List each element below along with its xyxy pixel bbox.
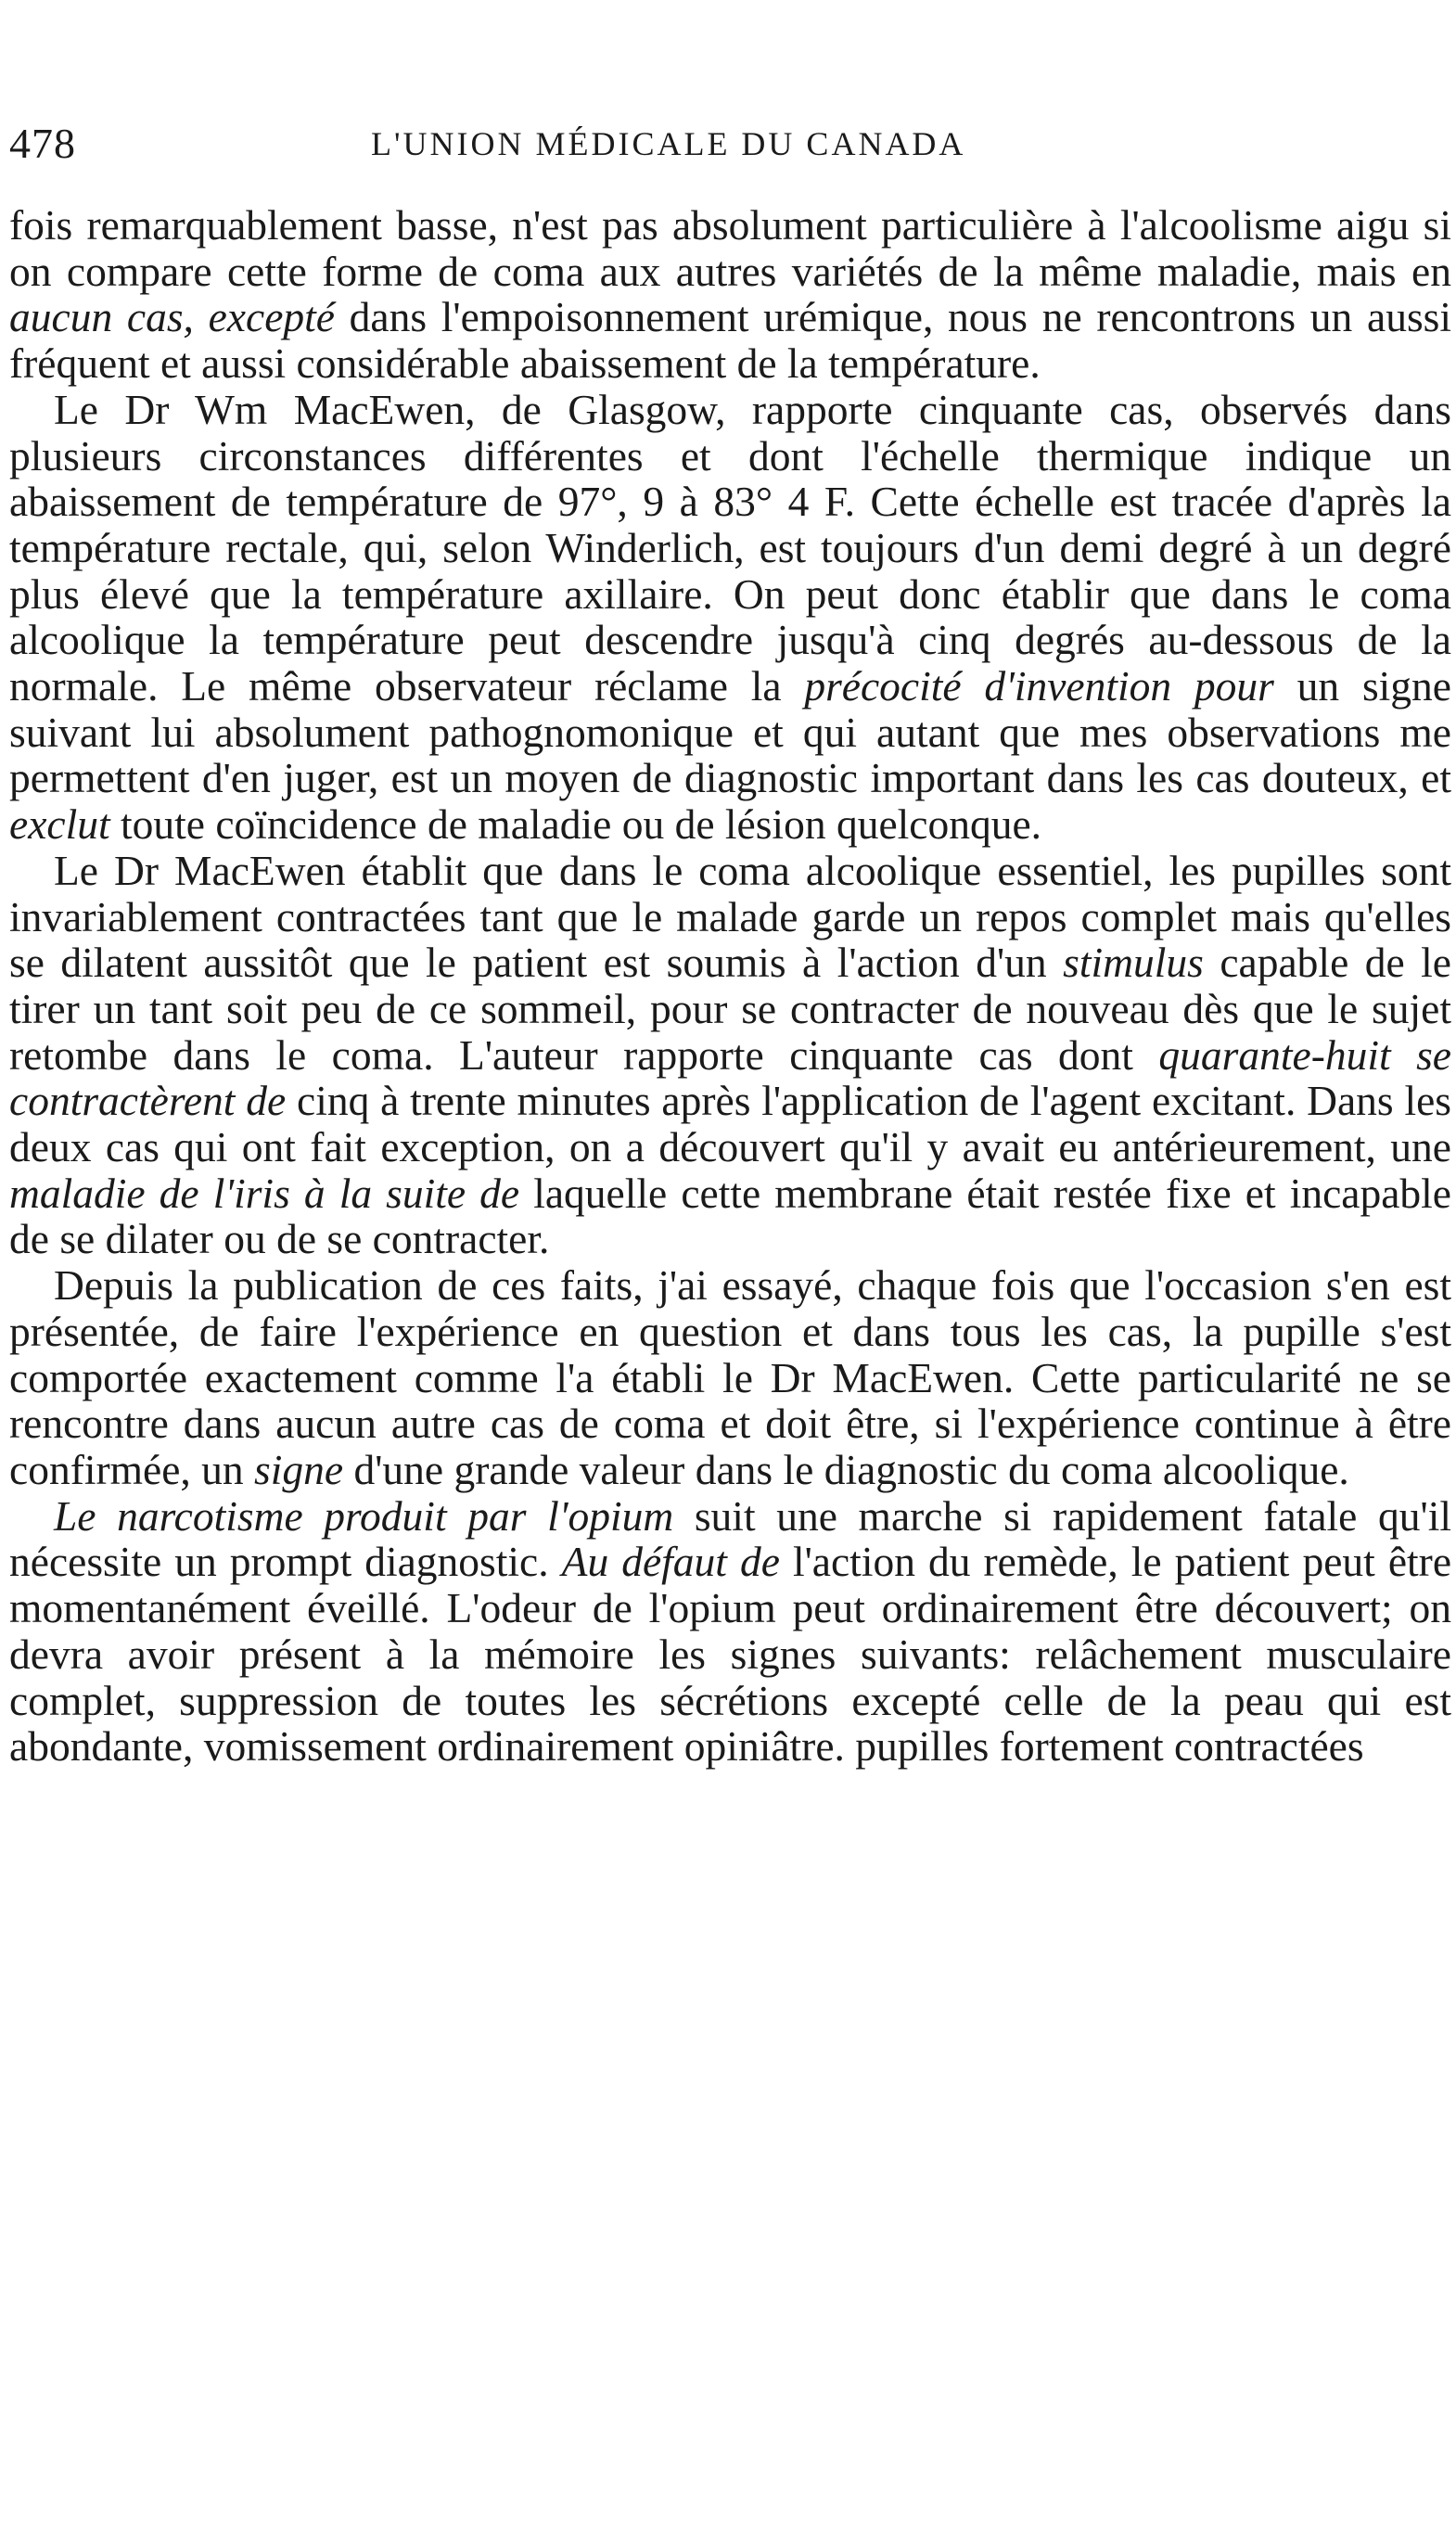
running-title: L'UNION MÉDICALE DU CANADA	[371, 125, 966, 162]
italic-text: précocité d'invention pour	[804, 662, 1274, 710]
text-run: cinq à trente minutes après l'application de l'agent excitant. Dans les deux cas qui ont fait exception, on a découvert qu'il y avait eu antérieurement, une	[9, 1077, 1451, 1171]
text-run: Le Dr MacEwen établit que dans le coma alcoolique essentiel, les pupilles sont invariablement contractées tant que le malade garde un repos complet mais qu'elles se dilatent aussitôt que le patient est soumis à l'action d'un	[9, 846, 1451, 987]
paragraph	[9, 1262, 1451, 1493]
paragraph	[9, 848, 1451, 1262]
document-page	[9, 119, 1451, 1770]
text-run: Depuis la publication de ces faits, j'ai essayé, chaque fois que l'occasion s'en est présentée, de faire l'expérience en question et dans tous les cas, la pupille s'est comportée exactement comme l'a établi le Dr MacEwen. Cette particularité ne se rencontre dans aucun autre cas de coma et doit être, si l'expérience continue à être confirmée, un	[9, 1261, 1451, 1493]
text-run: suit une marche si rapidement fatale qu'il nécessite un prompt diagnostic.	[9, 1491, 1452, 1586]
text-run: laquelle cette membrane était restée fixe et incapable de se dilater ou de se contracter.	[9, 1169, 1452, 1263]
body-text	[9, 202, 1451, 1770]
paragraph	[9, 202, 1451, 387]
text-run: Le Dr Wm MacEwen, de Glasgow, rapporte cinquante cas, observés dans plusieurs circonstances différentes et dont l'échelle thermique indique un abaissement de température de 97°, 9 à 83° 4 F. Cette échelle est tracée d'après la température rectale, qui, selon Winderlich, est toujours d'un demi degré à un degré plus élevé que la température axillaire. On peut donc établir que dans le coma alcoolique la température peut descendre jusqu'à cinq degrés au-dessous de la normale. Le même observateur réclame la	[9, 385, 1451, 710]
text-run: l'action du remède, le patient peut être momentanément éveillé. L'odeur de l'opium peut ordinairement être découvert; on devra avoir présent à la mémoire les signes suivants: relâchement musculaire complet, suppression de toutes les sécrétions excepté celle de la peau qui est abondante, vomissement ordinairement opiniâtre. pupilles fortement contractées	[9, 1538, 1452, 1771]
text-run: un signe suivant lui absolument pathognomonique et qui autant que mes observations me permettent d'en juger, est un moyen de diagnostic important dans les cas douteux, et	[9, 662, 1451, 802]
italic-text: Au défaut de	[561, 1538, 780, 1586]
italic-text: quarante-huit se contractèrent de	[9, 1030, 1451, 1125]
text-run: fois remarquablement basse, n'est pas absolument particulière à l'alcoolisme aigu si on compare cette forme de coma aux autres variétés de la même maladie, mais en	[9, 201, 1451, 295]
text-run: toute coïncidence de maladie ou de lésion quelconque.	[109, 800, 1042, 849]
italic-text: maladie de l'iris à la suite de	[9, 1169, 520, 1217]
italic-text: exclut	[9, 800, 110, 849]
page-header	[9, 119, 1451, 184]
page-number: 478	[9, 120, 76, 167]
text-run: d'une grande valeur dans le diagnostic du coma alcoolique.	[343, 1445, 1349, 1493]
text-run: dans l'empoisonnement urémique, nous ne rencontrons un aussi fréquent et aussi considérable abaissement de la température.	[9, 293, 1452, 388]
text-run: capable de le tirer un tant soit peu de ce sommeil, pour se contracter de nouveau dès que le sujet retombe dans le coma. L'auteur rapporte cinquante cas dont	[9, 939, 1451, 1079]
paragraph	[9, 1493, 1451, 1770]
italic-text: signe	[254, 1445, 344, 1493]
italic-text: Le narcotisme produit par l'opium	[54, 1491, 674, 1540]
italic-text: aucun cas, excepté	[9, 293, 335, 341]
paragraph	[9, 387, 1451, 848]
italic-text: stimulus	[1063, 939, 1204, 987]
